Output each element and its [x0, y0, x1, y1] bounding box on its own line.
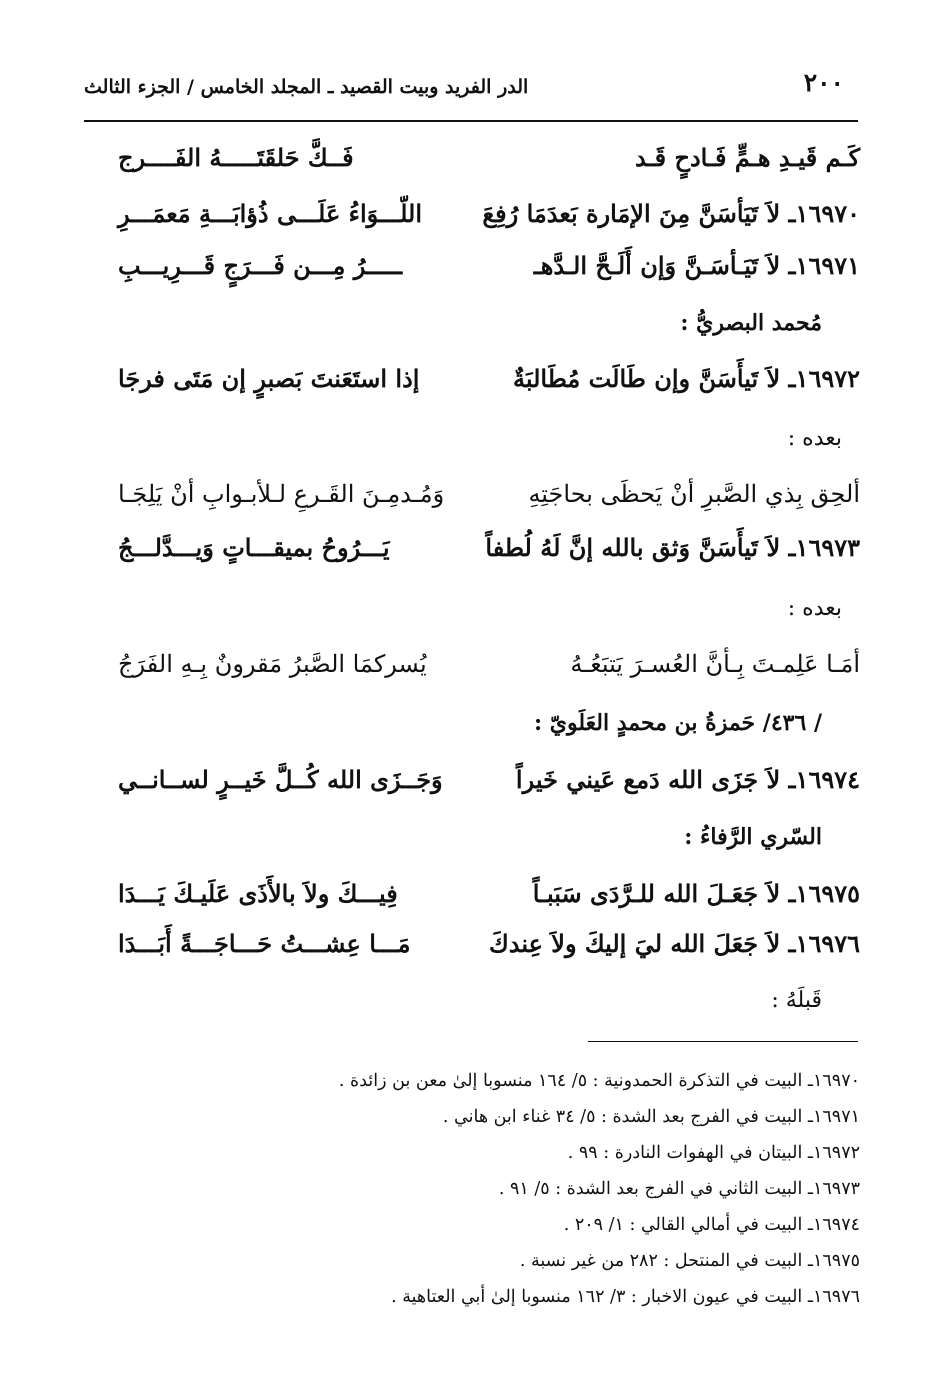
footnote-rule — [588, 1041, 858, 1042]
hemistich-left: فَــكَّ حَلقَتَـــــهُ الفَــــرج — [118, 143, 354, 172]
hemistich-right: ١٦٩٧٦ـ لاَ جَعَلَ الله ليَ إليكَ ولاَ عِندكَ — [488, 929, 860, 958]
hemistich-right: ١٦٩٧٢ـ لاَ تَيأَسَنَّ وإن طَالَت مُطَالبَةٌ — [512, 364, 860, 393]
hemistich-right: كَـم قَيـدِ هـمٍّ فَـادحٍ قَـد — [635, 143, 860, 172]
poet-name: / ٤٣٦/ حَمزةُ بن محمدٍ العَلَويّ : — [533, 710, 822, 736]
header-rule — [84, 120, 858, 122]
hemistich-right: ١٦٩٧٠ـ لاَ تَيَأسَنَّ مِنَ الإمَارة بَعدَمَا رُفِعَ — [482, 199, 860, 228]
hemistich-left: وَمُـدمِـنَ القَـرعِ لـلأبـوابِ أنْ يَلِجَـا — [118, 480, 445, 508]
section-label: قَبلَهُ : — [771, 988, 822, 1013]
section-label: بعده : — [787, 596, 842, 621]
footnote: ١٦٩٧١ـ البيت في الفرج بعد الشدة : ٥/ ٣٤ غناء ابن هاني . — [442, 1107, 860, 1127]
hemistich-left: يَـــرُوحُ بميقـــاتٍ وَيـــدَّلـــجُ — [118, 533, 390, 562]
hemistich-left: وَجَــزَى الله كُــلَّ خَيــرٍ لســانــي — [118, 765, 443, 794]
hemistich-left: مَـــا عِشـــتُ حَـــاجَـــةً أَبَـــدَا — [118, 929, 411, 958]
poet-name: مُحمد البصريُّ : — [680, 310, 822, 336]
section-label: بعده : — [787, 426, 842, 451]
hemistich-right: ألحِق بِذي الصَّبرِ أنْ يَحظَى بحاجَتِهِ — [528, 480, 860, 508]
hemistich-right: ١٦٩٧٤ـ لاَ جَزَى الله دَمع عَيني خَيراً — [515, 765, 860, 794]
footnote: ١٦٩٧٠ـ البيت في التذكرة الحمدونية : ٥/ ١٦٤ منسوبا إلىٰ معن بن زائدة . — [338, 1071, 860, 1091]
footnote: ١٦٩٧٥ـ البيت في المنتحل : ٢٨٢ من غير نسبة . — [519, 1251, 860, 1271]
footnote: ١٦٩٧٤ـ البيت في أمالي القالي : ١/ ٢٠٩ . — [563, 1215, 860, 1235]
hemistich-right: ١٦٩٧٣ـ لاَ تَيأَسَنَّ وَثق بالله إنَّ لَهُ لُطفاً — [485, 533, 860, 562]
footnote: ١٦٩٧٦ـ البيت في عيون الاخبار : ٣/ ١٦٢ منسوبا إلىٰ أبي العتاهية . — [391, 1287, 860, 1307]
page-number: ٢٠٠ — [803, 68, 844, 97]
hemistich-right: أمَـا عَلِمـتَ بِـأنَّ العُسـرَ يَتبَعُـهُ — [570, 650, 860, 678]
hemistich-left: إذا استَعَنتَ بَصبرٍ إن مَتَى فرجَا — [118, 364, 420, 393]
poet-name: السّري الرَّفاءُ : — [684, 824, 822, 850]
footnote: ١٦٩٧٢ـ البيتان في الهفوات النادرة : ٩٩ . — [567, 1143, 860, 1163]
hemistich-left: يُسركمَا الصَّبرُ مَقرونٌ بِـهِ الفَرَجُ — [118, 650, 427, 678]
running-title: الدر الفريد وبيت القصيد ـ المجلد الخامس / الجزء الثالث — [84, 76, 529, 98]
hemistich-left: اللّـــوَاءُ عَلَـــى ذُؤابَـــةِ مَعمَـــرِ — [118, 199, 423, 228]
footnote: ١٦٩٧٣ـ البيت الثاني في الفرج بعد الشدة : ٥/ ٩١ . — [498, 1179, 860, 1199]
hemistich-right: ١٦٩٧١ـ لاَ تَيَـأسَـنَّ وَإن أَلَـحَّ الـدَّهـ — [533, 251, 860, 280]
hemistich-left: فِيـــكَ ولاَ بالأَذَى عَلَيـكَ يَـــدَا — [118, 879, 398, 908]
running-header — [84, 68, 856, 108]
hemistich-left: ـــــرُ مِـــن فَـــرَجٍ قَـــرِيـــبِ — [118, 251, 403, 280]
hemistich-right: ١٦٩٧٥ـ لاَ جَعَـلَ الله للـرَّدَى سَبَبـاً — [532, 879, 860, 908]
